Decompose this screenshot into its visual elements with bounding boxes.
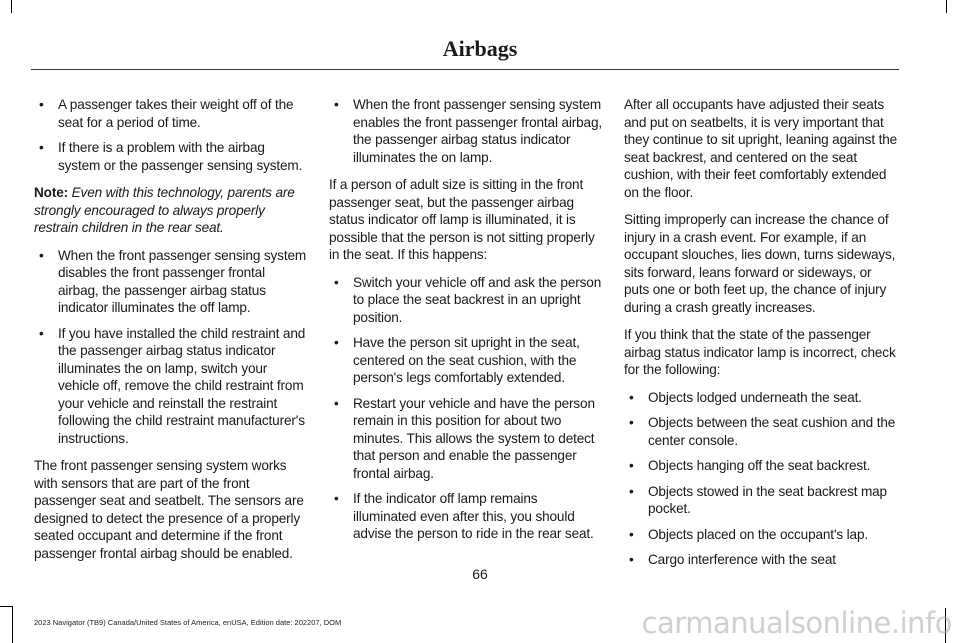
column-middle: [329, 96, 604, 553]
list-item: • Objects placed on the occupant's lap.: [624, 526, 899, 544]
note-label: Note:: [34, 185, 68, 200]
column-left: [34, 96, 309, 572]
header-divider: [31, 69, 899, 70]
crop-mark-bottom-left-h: [0, 606, 13, 607]
bullet-list: [624, 389, 899, 569]
list-item: • Have the person sit upright in the seat, centered on the seat cushion, with the person's legs comfortably extended.: [329, 334, 604, 387]
note-text: Even with this technology, parents are strongly encouraged to always properly restrain children in the rear seat.: [34, 185, 295, 235]
crop-mark-top-left: [11, 0, 12, 13]
list-item: • Objects lodged underneath the seat.: [624, 389, 899, 407]
body-paragraph: The front passenger sensing system works with sensors that are part of the front passenger seat and seatbelt. The sensors are designed to detect the presence of a properly seated occupant and determine if the front passenger frontal airbag should be enabled.: [34, 458, 304, 561]
list-item: • Objects between the seat cushion and the center console.: [624, 414, 899, 449]
list-item: • If the indicator off lamp remains illuminated even after this, you should advise the person to ride in the rear seat.: [329, 490, 604, 543]
crop-mark-top-right: [946, 0, 947, 13]
body-paragraph: After all occupants have adjusted their seats and put on seatbelts, it is very important that they continue to sit upright, leaning against the seat backrest, and centered on the seat cushion, with their feet comfortably extended on the floor.: [624, 97, 898, 200]
list-item: • If there is a problem with the airbag system or the passenger sensing system.: [34, 139, 309, 174]
watermark: carmanualsonline.info: [641, 606, 952, 640]
body-paragraph: If a person of adult size is sitting in the front passenger seat, but the passenger airbag status indicator off lamp is illuminated, it is possible that the person is not sitting properly in the seat. If this happens:: [329, 177, 595, 262]
list-item: • When the front passenger sensing system enables the front passenger frontal airbag, the passenger airbag status indicator illuminates the on lamp.: [329, 96, 604, 166]
list-item: • Cargo interference with the seat: [624, 551, 899, 569]
list-item: • If you have installed the child restraint and the passenger airbag status indicator illuminates the on lamp, switch your vehicle off, remove the child restraint from your vehicle and reinstall the restraint following the child restraint manufacturer's instructions.: [34, 325, 309, 448]
bullet-list: [34, 247, 309, 448]
list-item: • Objects hanging off the seat backrest.: [624, 457, 899, 475]
list-item: • Objects stowed in the seat backrest map pocket.: [624, 483, 899, 518]
list-item: • A passenger takes their weight off of the seat for a period of time.: [34, 96, 309, 131]
bullet-list: [329, 274, 604, 543]
section-title: Airbags: [442, 36, 518, 61]
list-item: • When the front passenger sensing system disables the front passenger frontal airbag, the passenger airbag status indicator illuminates the off lamp.: [34, 247, 309, 317]
body-paragraph: Sitting improperly can increase the chance of injury in a crash event. For example, if an occupant slouches, lies down, turns sideways, sits forward, leans forward or sideways, or puts one or both feet up, the chance of injury during a crash greatly increases.: [624, 212, 896, 315]
note: [34, 184, 309, 237]
bullet-list: [34, 96, 309, 174]
bullet-list: [329, 96, 604, 166]
body-paragraph: If you think that the state of the passenger airbag status indicator lamp is incorrect, check for the following:: [624, 327, 896, 377]
page-number: 66: [472, 566, 488, 582]
list-item: • Switch your vehicle off and ask the person to place the seat backrest in an upright position.: [329, 274, 604, 327]
column-right: [624, 96, 899, 579]
list-item: • Restart your vehicle and have the person remain in this position for about two minutes. This allows the system to detect that person and enable the passenger frontal airbag.: [329, 395, 604, 483]
edition-footer: 2023 Navigator (TB9) Canada/United States of America, enUSA, Edition date: 202207, DOM: [34, 618, 342, 627]
crop-mark-bottom-left: [12, 606, 13, 643]
